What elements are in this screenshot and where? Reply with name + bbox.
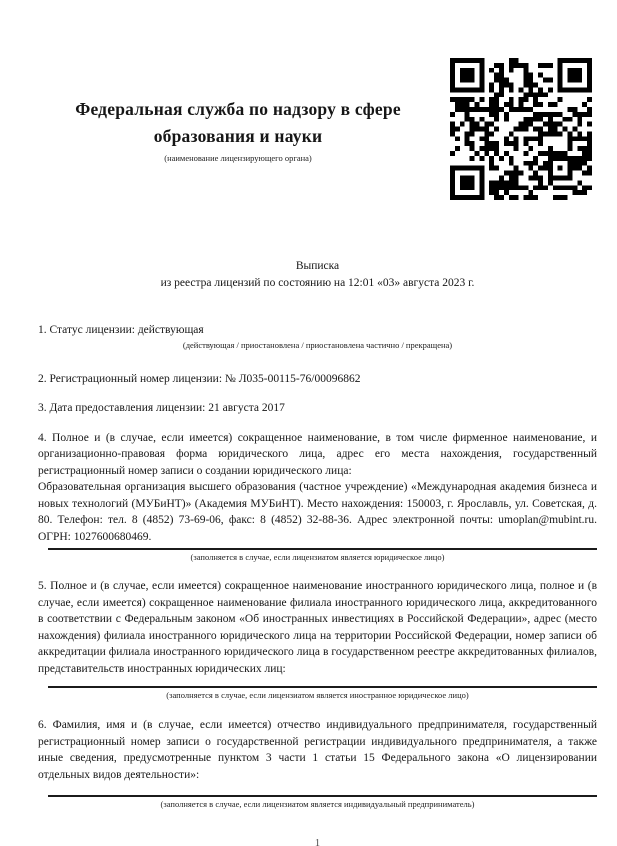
field-foreign-entity-caption: (заполняется в случае, если лицензиатом является иностранное юридическое лицо): [166, 690, 469, 700]
field-license-grant-date: 3. Дата предоставления лицензии: 21 августа 2017: [38, 402, 285, 414]
field-license-status-caption: (действующая / приостановлена / приостановлена частично / прекращена): [182, 339, 453, 350]
fill-in-line-foreign-entity: [48, 686, 597, 688]
field-legal-entity-value: Образовательная организация высшего образования (частное учреждение) «Международная академия бизнеса и новых технологий (МУБиНТ)» (Академия МУБиНТ). Место нахождения: 150003, г. Ярославль, ул. Советская, д. 80. Телефон: тел. 8 (4852) 73-69-06, факс: 8 (4852) 32-88-36. Адрес электронной почты: umoplan@mubint.ru. ОГРН: 1027600680469.: [38, 481, 597, 543]
field-license-status: 1. Статус лицензии: действующая: [38, 324, 204, 336]
field-entrepreneur-caption: (заполняется в случае, если лицензиатом является индивидуальный предприниматель): [160, 799, 475, 809]
document-subtitle: из реестра лицензий по состоянию на 12:01 «03» августа 2023 г.: [160, 276, 475, 289]
document-title: Выписка: [295, 260, 340, 272]
field-foreign-entity-label: 5. Полное и (в случае, если имеется) сокращенное наименование иностранного юридического лица, полное и (в случае, если имеется) сокращенное наименование филиала иностранного юридического лица, аккредитованного в соответствии с Федеральным законом «Об иностранных инвестициях в Российской Федерации», адрес (место нахождения) филиала иностранного юридического лица на территории Российской Федерации, номер записи об аккредитации филиала иностранного юридического лица в государственном реестре аккредитованных филиалов, представительств иностранных юридических лиц:: [38, 580, 597, 675]
fill-in-line-entrepreneur: [48, 795, 597, 797]
field-legal-entity-label: 4. Полное и (в случае, если имеется) сокращенное наименование, в том числе фирменное наименование, и организационно-правовая форма юридического лица, адрес его места нахождения, государственный регистрационный номер записи о создании юридического лица:: [38, 431, 597, 477]
field-entrepreneur-label: 6. Фамилия, имя и (в случае, если имеется) отчество индивидуального предпринимателя, государственный регистрационный номер записи о государственной регистрации индивидуального предпринимателя, а также иные сведения, предусмотренные пунктом 3 части 1 статьи 15 Федерального закона «О лицензировании отдельных видов деятельности»:: [38, 719, 597, 781]
qr-code: [450, 58, 592, 200]
page-number: 1: [314, 838, 321, 846]
field-legal-entity-caption: (заполняется в случае, если лицензиатом является юридическое лицо): [190, 552, 445, 562]
licensing-authority-name: Федеральная служба по надзору в сфере образования и науки: [75, 99, 401, 146]
licensing-authority-caption: (наименование лицензирующего органа): [164, 153, 312, 163]
fill-in-line-legal-entity: [48, 548, 597, 550]
licensing-authority-block: [55, 96, 421, 163]
document-body: [38, 258, 597, 846]
field-registration-number: 2. Регистрационный номер лицензии: № Л035-00115-76/00096862: [38, 372, 361, 385]
